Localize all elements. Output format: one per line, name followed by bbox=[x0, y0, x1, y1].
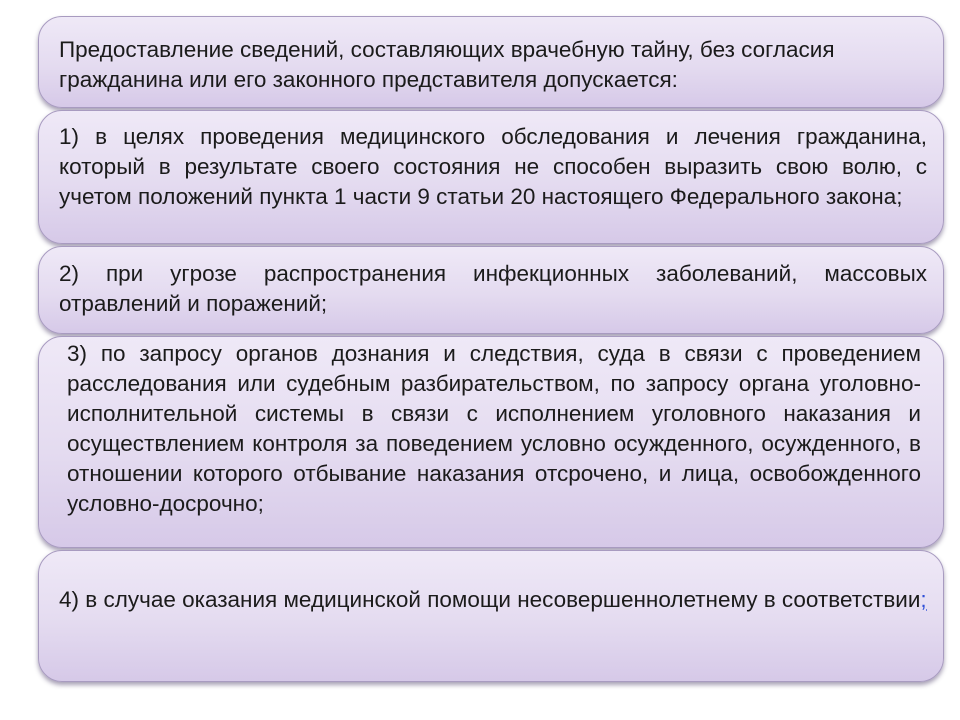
item-card-2 bbox=[38, 246, 944, 334]
item-4-link[interactable]: ; bbox=[920, 587, 927, 612]
item-text-2: 2) при угрозе распространения инфекционных заболеваний, массовых отравлений и поражений; bbox=[59, 261, 927, 316]
item-card-3 bbox=[38, 336, 944, 548]
item-text-3: 3) по запросу органов дознания и следствия, суда в связи с проведением расследования или судебным разбирательством, по запросу органа уголовно-исполнительной системы в связи с исполнением уголовного наказания и осуществлением контроля за поведением условно осужденного, осужденного, в отношении которого отбывание наказания отсрочено, и лица, освобожденного условно-досрочно; bbox=[67, 341, 921, 516]
item-card-1 bbox=[38, 110, 944, 244]
item-text-1: 1) в целях проведения медицинского обследования и лечения гражданина, который в результате своего состояния не способен выразить свою волю, с учетом положений пункта 1 части 9 статьи 20 настоящего Федерального закона; bbox=[59, 124, 927, 209]
header-card bbox=[38, 16, 944, 108]
item-paragraph-4 bbox=[59, 585, 927, 615]
item-text-4: 4) в случае оказания медицинской помощи несовершеннолетнему в соответствии bbox=[59, 587, 921, 612]
header-text: Предоставление сведений, составляющих врачебную тайну, без согласия гражданина или его законного представителя допускается: bbox=[59, 37, 835, 92]
item-card-4 bbox=[38, 550, 944, 682]
